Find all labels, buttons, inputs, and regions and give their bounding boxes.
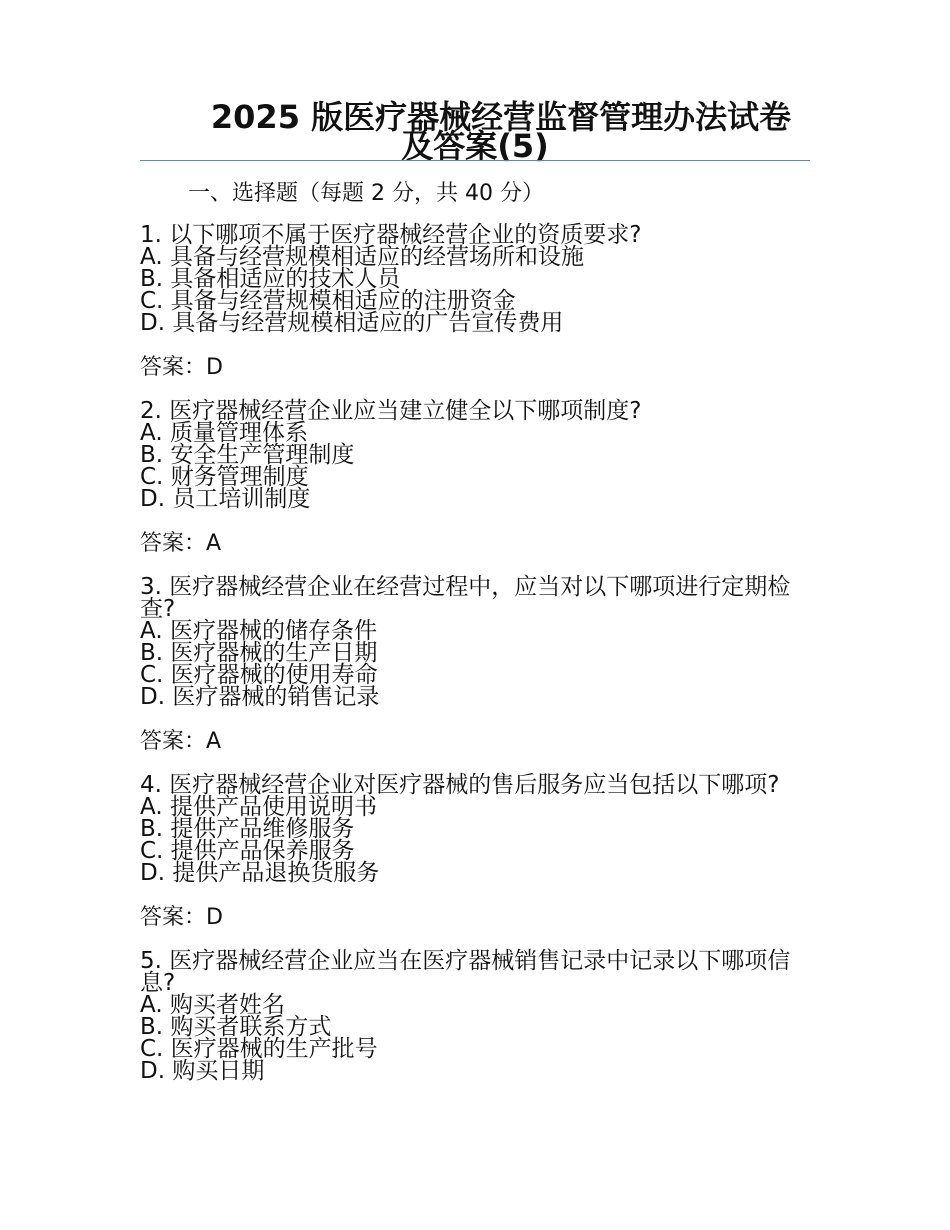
answer-line: 答案：A: [140, 531, 222, 556]
option-c: C. 医疗器械的生产批号: [140, 1036, 378, 1062]
question-item: [140, 576, 800, 756]
title-line-2: 及答案(5): [401, 127, 549, 165]
option-c: C. 医疗器械的使用寿命: [140, 662, 378, 688]
title-underline: [140, 160, 810, 161]
question-stem: 2. 医疗器械经营企业应当建立健全以下哪项制度?: [140, 398, 642, 424]
question-stem: 3. 医疗器械经营企业在经营过程中，应当对以下哪项进行定期检查?: [140, 574, 791, 622]
option-b: B. 具备相适应的技术人员: [140, 266, 401, 292]
answer-line: 答案：D: [140, 355, 223, 380]
option-b: B. 购买者联系方式: [140, 1014, 332, 1040]
option-c: C. 具备与经营规模相适应的注册资金: [140, 288, 516, 314]
option-b: B. 医疗器械的生产日期: [140, 640, 378, 666]
option-d: D. 医疗器械的销售记录: [140, 684, 380, 710]
question-item: [140, 224, 800, 382]
option-a: A. 具备与经营规模相适应的经营场所和设施: [140, 244, 584, 270]
question-stem: 1. 以下哪项不属于医疗器械经营企业的资质要求?: [140, 222, 642, 248]
question-stem: 4. 医疗器械经营企业对医疗器械的售后服务应当包括以下哪项?: [140, 772, 780, 798]
option-c: C. 财务管理制度: [140, 464, 309, 490]
option-d: D. 员工培训制度: [140, 486, 311, 512]
option-d: D. 提供产品退换货服务: [140, 860, 380, 886]
question-item: [140, 950, 800, 1082]
document-title: [140, 98, 810, 165]
answer-line: 答案：D: [140, 905, 223, 930]
option-b: B. 提供产品维修服务: [140, 816, 355, 842]
option-a: A. 质量管理体系: [140, 420, 308, 446]
option-c: C. 提供产品保养服务: [140, 838, 355, 864]
title-line-1: 2025 版医疗器械经营监督管理办法试卷: [210, 98, 792, 136]
option-a: A. 医疗器械的储存条件: [140, 618, 377, 644]
option-d: D. 具备与经营规模相适应的广告宣传费用: [140, 310, 564, 336]
section-heading: 一、选择题（每题 2 分，共 40 分）: [188, 181, 544, 206]
option-a: A. 购买者姓名: [140, 992, 285, 1018]
question-list: [140, 224, 800, 1082]
answer-line: 答案：A: [140, 729, 222, 754]
option-d: D. 购买日期: [140, 1058, 265, 1084]
question-item: [140, 774, 800, 932]
question-item: [140, 400, 800, 558]
option-b: B. 安全生产管理制度: [140, 442, 355, 468]
option-a: A. 提供产品使用说明书: [140, 794, 377, 820]
question-stem: 5. 医疗器械经营企业应当在医疗器械销售记录中记录以下哪项信息?: [140, 948, 791, 996]
